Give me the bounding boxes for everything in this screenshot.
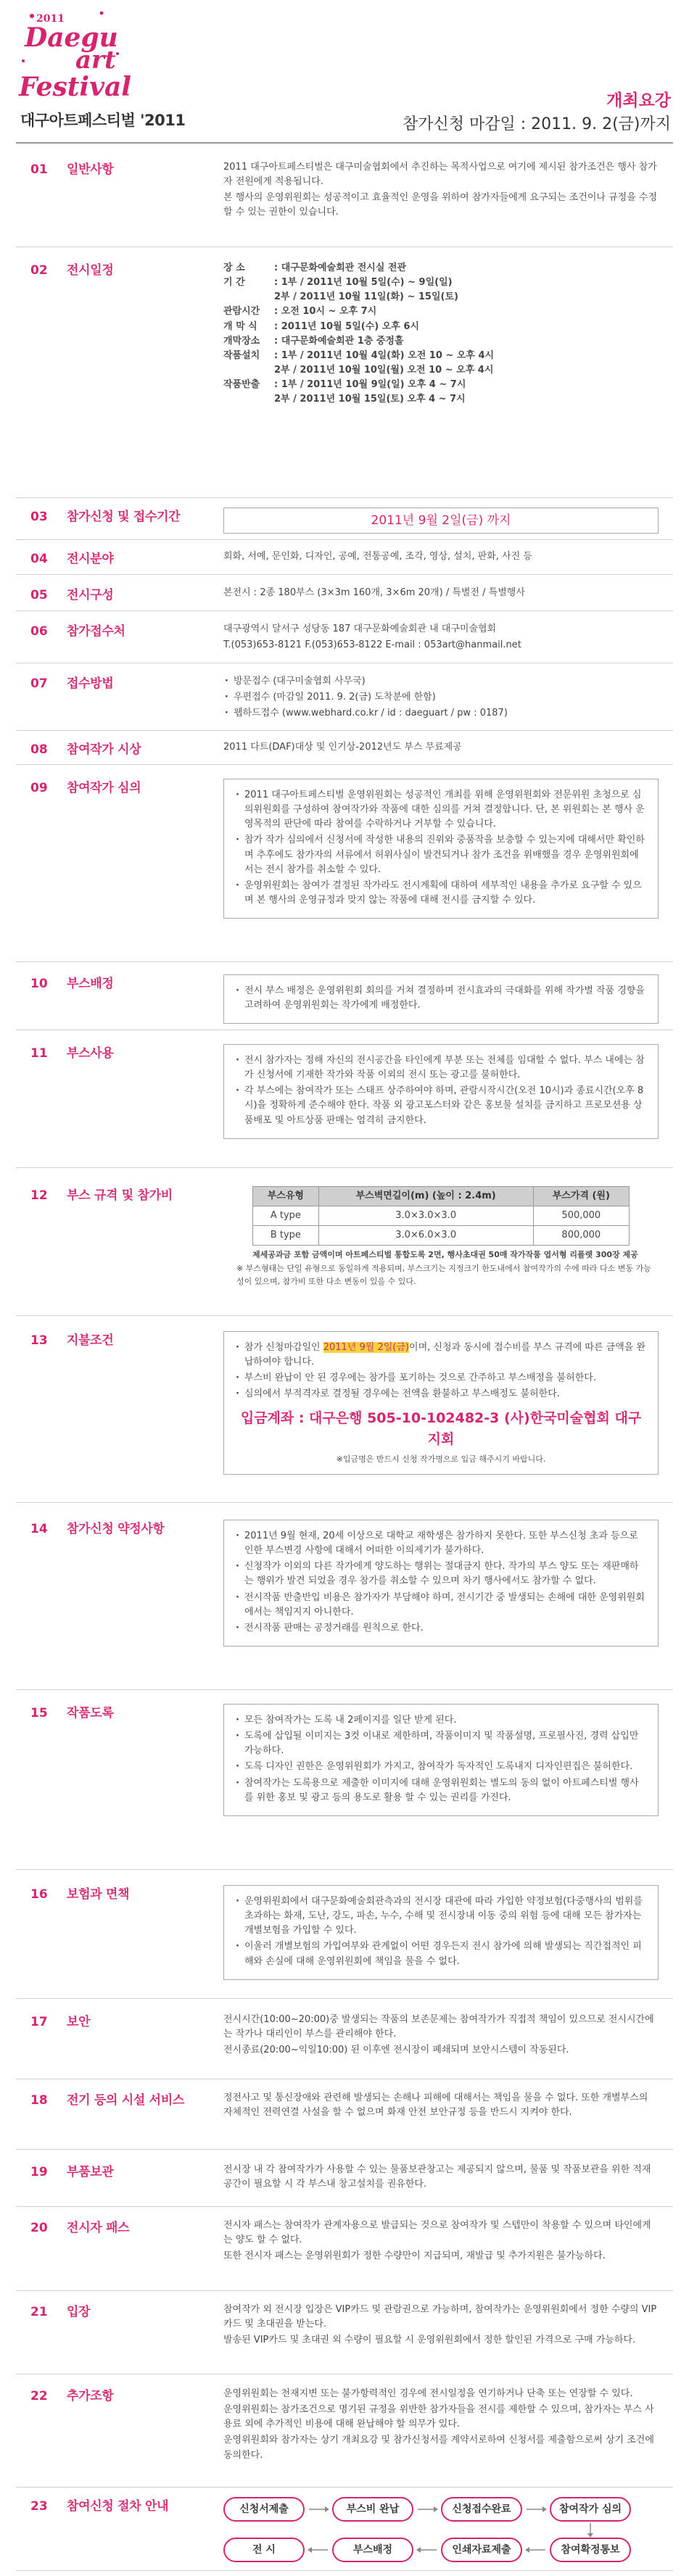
section-content <box>223 622 659 654</box>
bullet-list <box>234 984 648 1013</box>
divider <box>16 1167 673 1168</box>
arrow-right-icon <box>308 2505 329 2514</box>
divider <box>16 2290 673 2291</box>
arrow-left-icon <box>308 2546 329 2554</box>
section-content <box>223 1520 659 1647</box>
section-label: 참가신청 및 접수기간 <box>67 510 181 524</box>
section-number: 09 <box>30 781 48 795</box>
section-number: 02 <box>30 263 48 278</box>
list-item: · 신청작가 이외의 다른 작가에게 양도하는 행위는 절대금지 한다. 작가의 부스 양도 또는 재판매하는 행위가 발견 되었을 경우 참가를 취소할 수 있으며 차기 행사에서도 참가할 수 없다. <box>234 1560 648 1589</box>
table-cell: 3.0×3.0×3.0 <box>318 1206 533 1226</box>
section-label: 부스배정 <box>67 977 114 991</box>
section-label: 전기 등의 시설 서비스 <box>67 2093 184 2108</box>
flow-step: 참여확정통보 <box>550 2538 631 2562</box>
flow-step: 부스배정 <box>332 2538 413 2562</box>
column-header: 부스가격 (원) <box>533 1187 629 1206</box>
divider <box>16 1315 673 1316</box>
divider <box>16 497 673 498</box>
booth-assign-box <box>223 974 659 1024</box>
section-label: 전시일정 <box>67 263 114 278</box>
header <box>0 0 689 142</box>
arrow-right-icon <box>416 2505 438 2514</box>
flow-step: 신청접수완료 <box>441 2497 522 2522</box>
section-label: 접수방법 <box>67 676 114 691</box>
list-item: · 우편접수 (마감일 2011. 9. 2(금) 도착분에 한함) <box>223 690 659 705</box>
paragraph: 본 행사의 운영위원회는 성공적이고 효율적인 운영을 위하여 참가자들에게 요구되는 조건이나 규정을 수정할 수 있는 권한이 있습니다. <box>223 192 658 218</box>
divider <box>16 730 673 731</box>
section-label: 작품도록 <box>67 1706 114 1720</box>
bank-account: 입금계좌 : 대구은행 505-10-102482-3 (사)한국미술협회 대구지회 <box>240 1409 642 1447</box>
schedule-row <box>223 276 659 290</box>
section-label: 부스사용 <box>67 1046 114 1061</box>
divider <box>16 2487 673 2488</box>
divider <box>16 1502 673 1503</box>
divider <box>16 610 673 611</box>
arrow-down-icon <box>586 2523 595 2538</box>
list-item: · 도록 디자인 권한은 운영위원회가 가지고, 참여작가 독자적인 도록내지 디자인편집은 불허한다. <box>234 1760 648 1774</box>
divider <box>16 539 673 540</box>
section-number: 03 <box>30 510 48 524</box>
insurance-box <box>223 1885 659 1980</box>
schedule-key: 개막장소 <box>223 335 260 347</box>
flow-step: 부스비 완납 <box>332 2497 413 2522</box>
section-content <box>223 2387 659 2464</box>
section-label: 추가조항 <box>67 2389 114 2403</box>
list-item: · 전시 부스 배정은 운영위원회 회의를 거쳐 결정하며 전시효과의 극대화를 위해 작가별 작품 경향을 고려하여 운영위원회는 작가에게 배정한다. <box>234 984 648 1013</box>
list-item: · 도록에 삽입될 이미지는 3컷 이내로 제한하며, 작품이미지 및 작품설명, 프로필사진, 경력 삽입만 가능하다. <box>234 1729 648 1758</box>
table-header-row <box>253 1187 630 1206</box>
schedule-row <box>223 378 659 392</box>
section-number: 10 <box>30 977 48 991</box>
paragraph: 대구광역시 달서구 성당동 187 대구문화예술회관 내 대구미술협회 <box>223 624 497 634</box>
paragraph: 발송된 VIP카드 및 초대권 외 수량이 필요할 시 운영위원회에서 정한 할인된 가격으로 구매 가능하다. <box>223 2335 636 2346</box>
section-number: 01 <box>30 162 48 177</box>
table-cell: 800,000 <box>533 1226 629 1246</box>
flow-step: 참여작가 심의 <box>550 2497 631 2522</box>
section-label: 참가접수처 <box>67 624 125 639</box>
schedule-key: 장 소 <box>223 262 245 273</box>
list-item: · 부스비 완납이 안 된 경우에는 참가를 포기하는 것으로 간주하고 부스배정을 불허한다. <box>234 1371 648 1386</box>
section-content <box>223 160 659 222</box>
schedule-value: 2부 / 2011년 10월 10일(월) 오전 10 ~ 오후 4시 <box>274 364 494 376</box>
divider <box>16 764 673 765</box>
schedule-value: : 1부 / 2011년 10월 5일(수) ~ 9일(일) <box>274 277 453 289</box>
bullet-list <box>234 788 648 908</box>
list-item: · 이울러 개별보험의 가입여부와 관계없이 어떤 경우든지 전시 참가에 의해 발생되는 직간접적인 피해와 손실에 대해 운영위원회에 책임을 물을 수 없다. <box>234 1939 648 1968</box>
schedule-row <box>223 320 659 334</box>
paragraph: T.(053)653-8121 F.(053)653-8122 E-mail : 053art@hanmail.net <box>223 639 521 651</box>
section-number: 20 <box>30 2221 48 2235</box>
table-cell: 500,000 <box>533 1206 629 1226</box>
booth-price-table <box>252 1186 630 1246</box>
paragraph: 운영위원회는 천재지변 또는 불가항력적인 경우에 전시일정을 연기하거나 단축 또는 연장할 수 있다. <box>223 2388 633 2399</box>
section-content <box>223 2303 659 2349</box>
paragraph: 전시시간(10:00~20:00)중 발생되는 작품의 보존문제는 참여작가가 직접적 책임이 있으므로 전시시간에는 작가나 대리인이 부스를 관리해야 한다. <box>223 2014 654 2040</box>
logo-graphic <box>16 9 132 103</box>
section-label: 입장 <box>67 2305 91 2319</box>
bullet-list <box>234 1529 648 1636</box>
schedule-key: 개 막 식 <box>223 320 257 332</box>
section-content <box>223 1044 659 1139</box>
section-label: 지불조건 <box>67 1333 114 1348</box>
section-content <box>223 740 659 756</box>
deadline-box: 2011년 9월 2일(금) 까지 <box>223 508 659 534</box>
divider <box>16 2206 673 2207</box>
paragraph: 2011 다트(DAF)대상 및 인기상-2012년도 부스 무료제공 <box>223 742 462 753</box>
schedule-key: 작품설치 <box>223 349 260 361</box>
list-item: · 운영위원회는 참여가 결정된 작가라도 전시계획에 대하여 세부적인 내용을 추가로 요구할 수 있으며 본 행사의 운영규정과 맞지 않는 작품에 대해 전시를 금지할 수 있다. <box>234 879 648 908</box>
section-label: 참여신청 절차 안내 <box>67 2499 169 2514</box>
table-note: 제세공과금 포함 금액이며 아트페스티벌 통합도록 2면, 행사초대권 50매 작가작품 엽서형 리플렛 300장 제공 <box>252 1250 638 1260</box>
schedule-key <box>223 290 274 305</box>
agreement-box <box>223 1520 659 1647</box>
section-number: 08 <box>30 742 48 757</box>
paragraph: 또한 전시자 패스는 운영위원회가 정한 수량만이 지급되며, 재발급 및 추가지원은 불가능하다. <box>223 2250 606 2262</box>
section-label: 참여작가 시상 <box>67 742 141 757</box>
table-cell: B type <box>253 1226 319 1246</box>
arrow-right-icon <box>525 2505 547 2514</box>
section-content <box>223 974 659 1024</box>
bank-note: ※입금명은 반드시 신청 작가명으로 입금 해주시기 바랍니다. <box>336 1454 546 1465</box>
section-number: 06 <box>30 624 48 639</box>
catalog-box <box>223 1704 659 1816</box>
list-item: · 심의에서 부적격자로 결정될 경우에는 전액을 환불하고 부스배정도 불허한다. <box>234 1387 648 1401</box>
list-item: · 운영위원회에서 대구문화예술회관측과의 전시장 대관에 따라 가입한 약정보험(다중행사의 범위를 초과하는 화재, 도난, 강도, 파손, 누수, 수해 및 전시장내 이동 중의 위험 등에 대해 모든 참가자는 개별보험을 가입할 수 있다. <box>234 1894 648 1938</box>
table-cell: 3.0×6.0×3.0 <box>318 1226 533 1246</box>
header-divider <box>16 142 673 144</box>
schedule-row <box>223 363 659 378</box>
section-content <box>223 261 659 407</box>
paragraph: 전시종료(20:00~익일10:00) 된 이후엔 전시장이 폐쇄되며 보안시스템이 작동된다. <box>223 2045 569 2056</box>
schedule-key <box>223 363 274 378</box>
section-label: 일반사항 <box>67 162 114 177</box>
schedule-row <box>223 334 659 349</box>
divider <box>16 574 673 575</box>
table-cell: A type <box>253 1206 319 1226</box>
schedule-value: : 오전 10시 ~ 오후 7시 <box>274 306 377 318</box>
schedule-key: 기 간 <box>223 277 245 289</box>
section-content <box>223 2219 659 2265</box>
divider <box>16 2149 673 2150</box>
divider <box>16 1689 673 1690</box>
table-footnote: ※ 부스형태는 단일 유형으로 동일하게 적용되며, 부스크기는 지정크기 한도내에서 참여작가의 수에 따라 다소 변동 가능성이 있으며, 참가비 또한 다소 변동이 있을 수 있다. <box>236 1264 651 1286</box>
section-content <box>223 550 659 566</box>
section-number: 21 <box>30 2305 48 2319</box>
list-item: · 전시작품 판매는 공정거래를 원칙으로 한다. <box>234 1621 648 1636</box>
section-label: 부스 규격 및 참가비 <box>67 1188 173 1203</box>
list-item <box>234 1341 648 1370</box>
list-item: · 참가 작가 심의에서 신청서에 작성한 내용의 진위와 중품작을 보충할 수 있는지에 대해서만 확인하며 추후에도 참가자의 서류에서 허위사실이 발견되거나 참가 조건을 위배했을 경우 운영위원회에서는 전시 참가를 취소할 수 있다. <box>234 833 648 877</box>
section-label: 참여작가 심의 <box>67 781 141 795</box>
page-title: 개최요강 <box>606 91 671 110</box>
list-item: · 전시작품 반출반입 비용은 참가자가 부담해야 하며, 전시기간 중 발생되는 손해에 대한 운영위원회에서는 책임지지 아니한다. <box>234 1591 648 1620</box>
arrow-left-icon <box>525 2546 547 2554</box>
highlighted-deadline: 2011년 9월 2일(금) <box>323 1342 410 1353</box>
flow-step: 인쇄자료제출 <box>441 2538 522 2562</box>
schedule-value: 2부 / 2011년 10월 11일(화) ~ 15일(토) <box>274 291 458 303</box>
list-item: · 모든 참여작가는 도록 내 2페이지를 일단 받게 된다. <box>234 1713 648 1728</box>
section-content <box>223 779 659 919</box>
schedule-key <box>223 392 274 407</box>
section-number: 16 <box>30 1887 48 1902</box>
schedule-value: 2부 / 2011년 10월 15일(토) 오후 4 ~ 7시 <box>274 394 466 405</box>
section-label: 전시자 패스 <box>67 2221 130 2235</box>
section-label: 보험과 면책 <box>67 1887 130 1902</box>
section-number: 22 <box>30 2389 48 2403</box>
divider <box>16 1998 673 1999</box>
section-label: 참가신청 약정사항 <box>67 1522 165 1536</box>
list-item: · 2011 대구아트페스티벌 운영위원회는 성공적인 개최를 위해 운영위원회와 전문위원 초청으로 심의위원회를 구성하여 참여작가와 작품에 대한 심의를 거쳐 결정합니다. 단, 본 위원회는 본 행사 운영목적의 판단에 따라 참여를 수락하거나 거부할 수 있습니다. <box>234 788 648 832</box>
section-content <box>223 1331 659 1475</box>
section-number: 05 <box>30 588 48 602</box>
schedule-row <box>223 392 659 407</box>
review-box <box>223 779 659 919</box>
section-number: 12 <box>30 1188 48 1203</box>
column-header: 부스유형 <box>253 1187 319 1206</box>
section-number: 14 <box>30 1522 48 1536</box>
bullet-list <box>223 674 659 721</box>
logo-word-festival: Festival <box>19 72 131 102</box>
schedule-value: : 대구문화예술회관 전시실 전관 <box>274 262 407 273</box>
deadline-subtitle: 참가신청 마감일 : 2011. 9. 2(금)까지 <box>402 115 671 133</box>
logo-word-art: art <box>75 46 116 75</box>
paragraph: 2011 대구아트페스티벌은 대구미술협회에서 추진하는 목적사업으로 여기에 제시된 참가조건은 행사 참가자 전원에게 적용됩니다. <box>223 162 657 188</box>
text: 참가 신청마감일인 <box>244 1342 323 1353</box>
section-number: 18 <box>30 2093 48 2108</box>
flow-step: 전 시 <box>223 2538 305 2562</box>
brand-name: 대구아트페스티벌 '2011 <box>20 112 186 129</box>
section-content <box>223 2091 659 2121</box>
flow-step: 신청서제출 <box>223 2497 305 2522</box>
section-content <box>223 1186 659 1288</box>
section-label: 부품보관 <box>67 2165 114 2179</box>
arrow-left-icon <box>416 2546 438 2554</box>
logo-word-daegu: Daegu <box>25 22 118 53</box>
section-content <box>223 1885 659 1980</box>
schedule-value: : 1부 / 2011년 10월 9일(일) 오후 4 ~ 7시 <box>274 379 466 391</box>
bullet-list <box>234 1053 648 1128</box>
list-item: · 참여작가는 도록용으로 제출한 이미지에 대해 운영위원회는 별도의 동의 없이 아트페스티벌 행사를 위한 홍보 및 광고 등의 용도로 활용 할 수 있는 권리를 가진다. <box>234 1776 648 1805</box>
section-content <box>223 508 659 534</box>
section-content <box>223 2013 659 2059</box>
table-row <box>253 1206 630 1226</box>
section-label: 보안 <box>67 2015 91 2029</box>
footer-divider <box>16 2570 673 2571</box>
schedule-row <box>223 305 659 319</box>
paragraph: 전시장 내 각 참여작가가 사용할 수 있는 물품보관창고는 제공되지 않으며, 물품 및 작품보관을 위한 적재공간이 필요할 시 각 부스내 창고설치를 권유한다. <box>223 2164 651 2190</box>
paragraph: 정전사고 및 통신장애와 관련해 발생되는 손해나 피해에 대해서는 책임을 물을 수 없다. 또한 개별부스의 자체적인 전력연결 사설을 할 수 없으며 화재 안전 보안규정 등을 반드시 지켜야 한다. <box>223 2092 648 2119</box>
list-item: · 전시 참가자는 정해 자신의 전시공간을 타인에게 부분 또는 전체를 임대할 수 없다. 부스 내에는 참가 신청서에 기재한 작가와 작품 이외의 전시 또는 광고를 불허한다. <box>234 1053 648 1082</box>
bullet-list <box>234 1894 648 1969</box>
section-number: 11 <box>30 1046 48 1061</box>
section-number: 15 <box>30 1706 48 1720</box>
section-content <box>223 674 659 722</box>
divider <box>16 1869 673 1870</box>
schedule-row <box>223 261 659 276</box>
section-number: 19 <box>30 2165 48 2179</box>
paragraph: 참여작가 외 전시장 입장은 VIP카드 및 관람권으로 가능하며, 참여작가는 운영위원회에서 정한 수량의 VIP카드 및 초대권을 받는다. <box>223 2304 657 2330</box>
schedule-value: : 2011년 10월 5일(수) 오후 6시 <box>274 320 419 332</box>
festival-logo <box>16 9 132 103</box>
paragraph: 본전시 : 2종 180부스 (3×3m 160개, 3×6m 20개) / 특별전 / 특별행사 <box>223 587 525 598</box>
list-item: · 각 부스에는 참여작가 또는 스태프 상주하여야 하며, 관람시작시간(오전 10시)과 종료시간(오후 8시)을 정확하게 준수해야 한다. 작품 외 광고포스터와 같은 홍보물 설치를 금지하고 프로모션용 상품배포 및 아트상품 판매는 엄격히 금지한다. <box>234 1084 648 1127</box>
section-number: 23 <box>30 2499 48 2514</box>
section-number: 13 <box>30 1333 48 1348</box>
paragraph: 운영위원회와 참가자는 상기 개최요강 및 참가신청서를 계약서로하여 신청서를 제출함으로써 상기 조건에 동의한다. <box>223 2435 654 2461</box>
paragraph: 전시자 패스는 참여작가 관계자용으로 발급되는 것으로 참여작가 및 스텝만이 착용할 수 있으며 타인에게는 양도 할 수 없다. <box>223 2220 651 2246</box>
booth-use-box <box>223 1044 659 1139</box>
schedule-key: 작품반출 <box>223 379 260 391</box>
divider <box>16 961 673 962</box>
section-label: 전시분야 <box>67 552 114 566</box>
paragraph: 운영위원회는 참가조건으로 명기된 규정을 위반한 참가자들을 전시를 제한할 수 있으며, 참가자는 부스 사용료 외에 추가적인 비용에 대해 완납해야 할 의무가 있다. <box>223 2404 654 2430</box>
list-item: · 웹하드접수 (www.webhard.co.kr / id : daeguart / pw : 0187) <box>223 706 659 721</box>
schedule-row <box>223 290 659 305</box>
section-number: 04 <box>30 552 48 566</box>
bullet-list <box>234 1341 648 1402</box>
section-content <box>223 586 659 602</box>
list-item: · 2011년 9월 현재, 20세 이상으로 대학교 재학생은 참가하지 못한다. 또한 부스신청 초과 등으로 인한 부스변경 사항에 대해서 어떠한 이의제기가 불가하다. <box>234 1529 648 1558</box>
schedule-value: : 1부 / 2011년 10월 4일(화) 오전 10 ~ 오후 4시 <box>274 349 495 361</box>
section-number: 07 <box>30 676 48 691</box>
logo-year: 2011 <box>36 13 65 25</box>
schedule-key: 관람시간 <box>223 306 260 318</box>
section-label: 전시구성 <box>67 588 114 602</box>
text: 이며, 신청과 동시에 접수비를 부스 규격에 따른 금액을 완납하여야 합니다. <box>244 1342 646 1368</box>
section-content <box>223 1704 659 1816</box>
table-row <box>253 1226 630 1246</box>
schedule-row <box>223 349 659 363</box>
section-content <box>223 2163 659 2193</box>
paragraph: 회화, 서예, 문인화, 디자인, 공예, 전통공예, 조각, 영상, 설치, 판화, 사진 등 <box>223 551 532 562</box>
list-item: · 방문접수 (대구미술협회 사무국) <box>223 674 659 689</box>
payment-box <box>223 1331 659 1475</box>
bullet-list <box>234 1713 648 1805</box>
column-header: 부스벽면길이(m) (높이 : 2.4m) <box>318 1187 533 1206</box>
section-number: 17 <box>30 2015 48 2029</box>
schedule-value: : 대구문화예술회관 1층 중정홀 <box>274 335 404 347</box>
